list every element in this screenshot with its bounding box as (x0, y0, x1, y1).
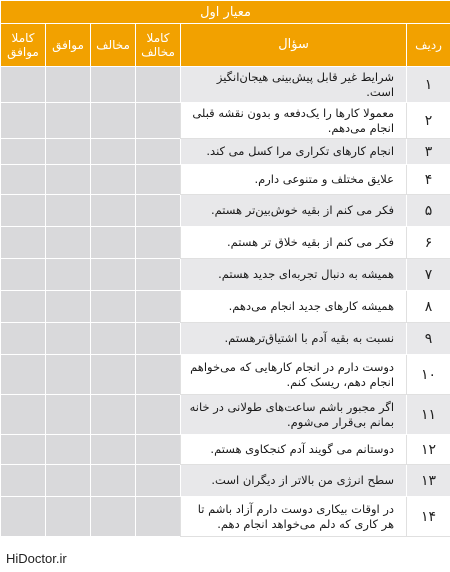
table-row (1, 259, 450, 291)
answer-cell-agree[interactable] (46, 465, 91, 497)
table-row (1, 291, 450, 323)
header-disagree: مخالف (91, 24, 136, 67)
answer-cell-strongly-disagree[interactable] (136, 323, 181, 355)
question-text: همیشه به دنبال تجربه‌ای جدید هستم. (181, 259, 407, 291)
table-row (1, 195, 450, 227)
answer-cell-agree[interactable] (46, 355, 91, 395)
answer-cell-agree[interactable] (46, 165, 91, 195)
answer-cell-disagree[interactable] (91, 259, 136, 291)
row-number: ۱۱ (407, 395, 450, 435)
answer-cell-agree[interactable] (46, 497, 91, 537)
answer-cell-agree[interactable] (46, 259, 91, 291)
row-number: ۵ (407, 195, 450, 227)
question-text: دوستانم می گویند آدم کنجکاوی هستم. (181, 435, 407, 465)
row-number: ۲ (407, 103, 450, 139)
row-number: ۷ (407, 259, 450, 291)
table-row (1, 103, 450, 139)
answer-cell-strongly-agree[interactable] (1, 259, 46, 291)
table-row (1, 227, 450, 259)
question-text: معمولا کارها را یک‌دفعه و بدون نقشه قبلی انجام می‌دهم. (181, 103, 407, 139)
answer-cell-strongly-disagree[interactable] (136, 195, 181, 227)
answer-cell-disagree[interactable] (91, 67, 136, 103)
answer-cell-strongly-disagree[interactable] (136, 355, 181, 395)
answer-cell-strongly-agree[interactable] (1, 435, 46, 465)
row-number: ۱۲ (407, 435, 450, 465)
answer-cell-disagree[interactable] (91, 195, 136, 227)
survey-rows (1, 67, 450, 537)
answer-cell-disagree[interactable] (91, 291, 136, 323)
answer-cell-strongly-agree[interactable] (1, 103, 46, 139)
answer-cell-agree[interactable] (46, 103, 91, 139)
answer-cell-agree[interactable] (46, 67, 91, 103)
answer-cell-disagree[interactable] (91, 395, 136, 435)
table-row (1, 355, 450, 395)
answer-cell-strongly-disagree[interactable] (136, 67, 181, 103)
row-number: ۱ (407, 67, 450, 103)
table-row (1, 323, 450, 355)
answer-cell-strongly-agree[interactable] (1, 195, 46, 227)
answer-cell-strongly-agree[interactable] (1, 465, 46, 497)
answer-cell-strongly-disagree[interactable] (136, 291, 181, 323)
answer-cell-agree[interactable] (46, 139, 91, 165)
answer-cell-disagree[interactable] (91, 165, 136, 195)
table-row (1, 465, 450, 497)
row-number: ۱۰ (407, 355, 450, 395)
table-title: معیار اول (1, 1, 450, 24)
answer-cell-strongly-agree[interactable] (1, 67, 46, 103)
table-row (1, 139, 450, 165)
answer-cell-agree[interactable] (46, 395, 91, 435)
answer-cell-strongly-disagree[interactable] (136, 259, 181, 291)
answer-cell-agree[interactable] (46, 227, 91, 259)
answer-cell-strongly-disagree[interactable] (136, 165, 181, 195)
question-text: نسبت به بقیه آدم با اشتیاق‌ترهستم. (181, 323, 407, 355)
row-number: ۶ (407, 227, 450, 259)
question-text: دوست دارم در انجام کارهایی که می‌خواهم انجام دهم، ریسک کنم. (181, 355, 407, 395)
answer-cell-disagree[interactable] (91, 103, 136, 139)
answer-cell-strongly-agree[interactable] (1, 139, 46, 165)
answer-cell-disagree[interactable] (91, 227, 136, 259)
row-number: ۸ (407, 291, 450, 323)
answer-cell-strongly-disagree[interactable] (136, 497, 181, 537)
answer-cell-strongly-agree[interactable] (1, 227, 46, 259)
row-number: ۴ (407, 165, 450, 195)
row-number: ۱۳ (407, 465, 450, 497)
answer-cell-strongly-disagree[interactable] (136, 435, 181, 465)
table-row (1, 165, 450, 195)
row-number: ۱۴ (407, 497, 450, 537)
header-strongly-agree: کاملا موافق (1, 24, 46, 67)
question-text: علایق مختلف و متنوعی دارم. (181, 165, 407, 195)
header-row-number: ردیف (407, 24, 450, 67)
answer-cell-agree[interactable] (46, 435, 91, 465)
answer-cell-strongly-agree[interactable] (1, 165, 46, 195)
answer-cell-strongly-agree[interactable] (1, 497, 46, 537)
answer-cell-strongly-disagree[interactable] (136, 103, 181, 139)
answer-cell-strongly-agree[interactable] (1, 323, 46, 355)
answer-cell-agree[interactable] (46, 195, 91, 227)
answer-cell-strongly-disagree[interactable] (136, 395, 181, 435)
answer-cell-strongly-disagree[interactable] (136, 465, 181, 497)
answer-cell-disagree[interactable] (91, 323, 136, 355)
answer-cell-agree[interactable] (46, 323, 91, 355)
answer-cell-disagree[interactable] (91, 465, 136, 497)
table-row (1, 435, 450, 465)
table-row (1, 395, 450, 435)
header-agree: موافق (46, 24, 91, 67)
table-row (1, 497, 450, 537)
header-question: سؤال (181, 24, 407, 67)
question-text: اگر مجبور باشم ساعت‌های طولانی در خانه بمانم بی‌قرار می‌شوم. (181, 395, 407, 435)
answer-cell-disagree[interactable] (91, 435, 136, 465)
answer-cell-disagree[interactable] (91, 497, 136, 537)
table-row (1, 67, 450, 103)
row-number: ۹ (407, 323, 450, 355)
question-text: فکر می کنم از بقیه خوش‌بین‌تر هستم. (181, 195, 407, 227)
row-number: ۳ (407, 139, 450, 165)
answer-cell-strongly-agree[interactable] (1, 355, 46, 395)
answer-cell-agree[interactable] (46, 291, 91, 323)
answer-cell-strongly-disagree[interactable] (136, 227, 181, 259)
header-strongly-disagree: کاملا مخالف (136, 24, 181, 67)
question-text: سطح انرژی من بالاتر از دیگران است. (181, 465, 407, 497)
watermark: HiDoctor.ir (6, 551, 67, 566)
answer-cell-disagree[interactable] (91, 355, 136, 395)
question-text: همیشه کارهای جدید انجام می‌دهم. (181, 291, 407, 323)
answer-cell-disagree[interactable] (91, 139, 136, 165)
answer-cell-strongly-agree[interactable] (1, 395, 46, 435)
question-text: شرایط غیر قابل پیش‌بینی هیجان‌انگیز است. (181, 67, 407, 103)
answer-cell-strongly-disagree[interactable] (136, 139, 181, 165)
question-text: فکر می کنم از بقیه خلاق تر هستم. (181, 227, 407, 259)
question-text: انجام کارهای تکراری مرا کسل می کند. (181, 139, 407, 165)
question-text: در اوقات بیکاری دوست دارم آزاد باشم تا هر کاری که دلم می‌خواهد انجام دهم. (181, 497, 407, 537)
answer-cell-strongly-agree[interactable] (1, 291, 46, 323)
